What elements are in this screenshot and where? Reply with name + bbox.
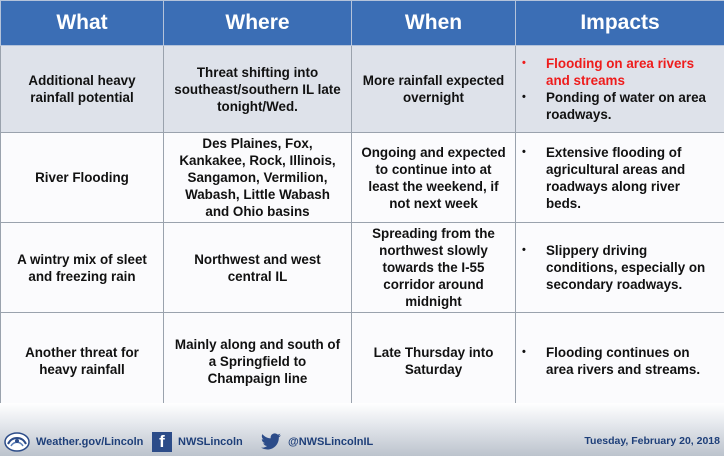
cell-where: Threat shifting into southeast/southern IL late tonight/Wed. [164, 46, 352, 133]
cell-when: Spreading from the northwest slowly towards the I-55 corridor around midnight [352, 223, 516, 313]
cell-when: Late Thursday into Saturday [352, 313, 516, 410]
impact-item: • Flooding continues on area rivers and streams. [520, 344, 718, 378]
impacts-list [520, 242, 718, 293]
twitter-link[interactable] [260, 431, 373, 453]
cell-impacts [516, 133, 724, 223]
cell-what: A wintry mix of sleet and freezing rain [1, 223, 164, 313]
header-what: What [1, 1, 164, 46]
cell-what: Additional heavy rainfall potential [1, 46, 164, 133]
twitter-bird-icon [260, 433, 282, 451]
twitter-handle: @NWSLincolnIL [288, 436, 374, 448]
header-impacts: Impacts [516, 1, 724, 46]
header-when: When [352, 1, 516, 46]
cell-what: River Flooding [1, 133, 164, 223]
cell-where: Mainly along and south of a Springfield to Champaign line [164, 313, 352, 410]
briefing-date: Tuesday, February 20, 2018 [584, 435, 720, 447]
impacts-list [520, 144, 718, 212]
cell-when: More rainfall expected overnight [352, 46, 516, 133]
nws-logo-icon [4, 432, 30, 452]
header-where: Where [164, 1, 352, 46]
table-row [1, 133, 724, 223]
footer-bar [0, 403, 724, 456]
impacts-list [520, 55, 718, 123]
table-row [1, 46, 724, 133]
impact-item: • Ponding of water on area roadways. [520, 89, 718, 123]
facebook-glyph: f [152, 432, 172, 452]
impact-item: • Extensive flooding of agricultural areas and roadways along river beds. [520, 144, 718, 212]
impact-item: • Slippery driving conditions, especially on secondary roadways. [520, 242, 718, 293]
cell-when: Ongoing and expected to continue into at least the weekend, if not next week [352, 133, 516, 223]
cell-impacts [516, 46, 724, 133]
cell-where: Des Plaines, Fox, Kankakee, Rock, Illinois, Sangamon, Vermilion, Wabash, Little Wabash and Ohio basins [164, 133, 352, 223]
cell-what: Another threat for heavy rainfall [1, 313, 164, 410]
cell-impacts [516, 223, 724, 313]
facebook-link[interactable] [152, 431, 243, 453]
facebook-handle: NWSLincoln [178, 436, 243, 448]
facebook-icon [152, 432, 172, 452]
impact-item-highlighted: • Flooding on area rivers and streams [520, 55, 718, 89]
table-header-row [1, 1, 724, 46]
website-text: Weather.gov/Lincoln [36, 436, 144, 448]
cell-impacts [516, 313, 724, 410]
table-row [1, 313, 724, 410]
impacts-list [520, 344, 718, 378]
website-link[interactable] [4, 431, 143, 453]
cell-where: Northwest and west central IL [164, 223, 352, 313]
table-row [1, 223, 724, 313]
